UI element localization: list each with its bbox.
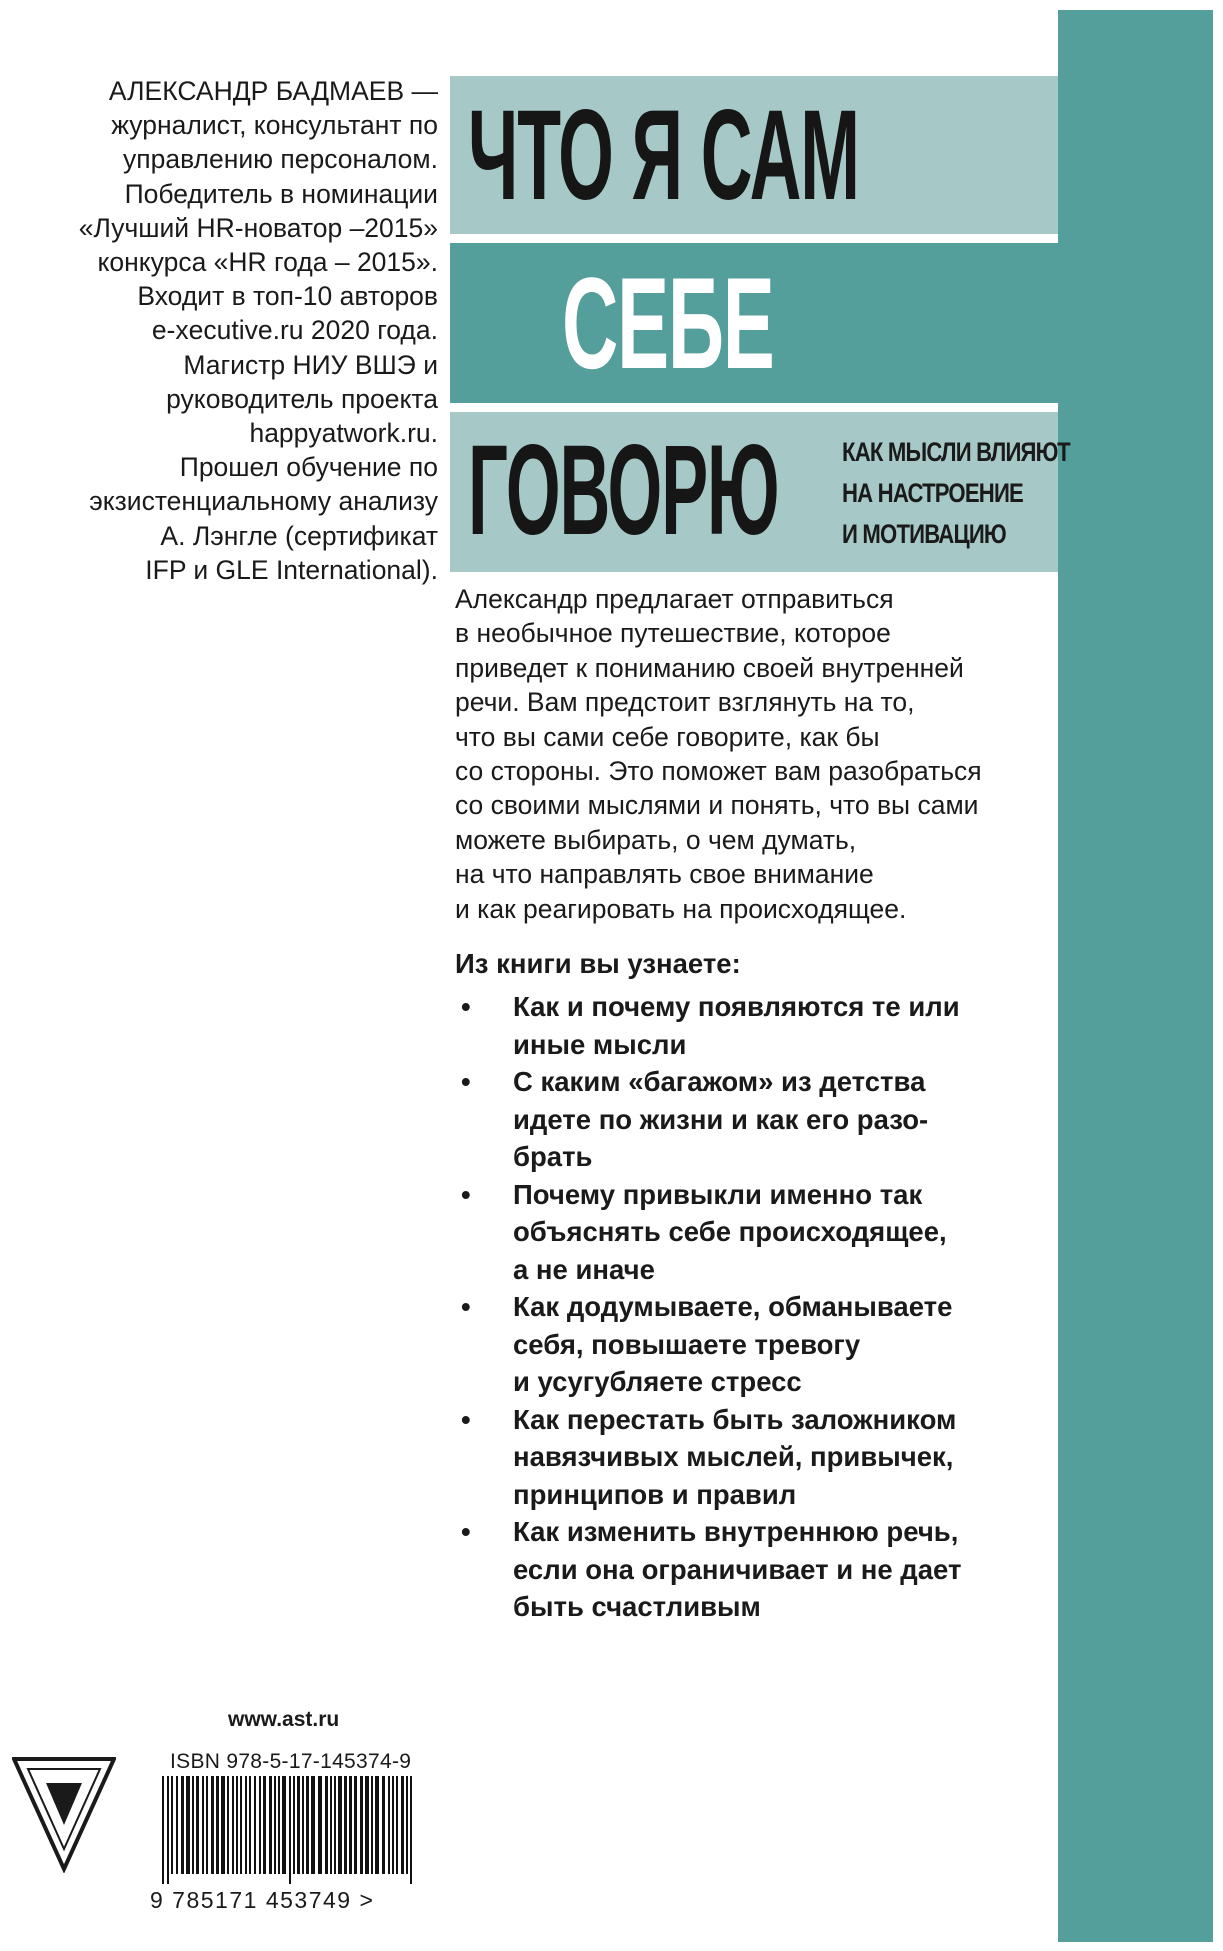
barcode-bar <box>330 1776 332 1874</box>
bullet-icon: • <box>461 1403 471 1435</box>
barcode <box>160 1776 418 1884</box>
barcode-bar <box>263 1776 266 1874</box>
barcode-bar <box>360 1776 363 1874</box>
list-item <box>455 1513 1015 1626</box>
barcode-bar <box>392 1776 394 1874</box>
barcode-bar <box>282 1776 286 1874</box>
bio-line: IFP и GLE International). <box>145 554 438 585</box>
barcode-bar <box>176 1776 178 1874</box>
barcode-bar <box>240 1776 242 1874</box>
list-item-line: С каким «багажом» из детства <box>513 1066 926 1097</box>
learn-list <box>455 988 1015 1626</box>
barcode-bar <box>354 1776 357 1874</box>
barcode-bar <box>325 1776 328 1874</box>
bullet-icon: • <box>461 1066 471 1097</box>
barcode-bar <box>410 1776 412 1884</box>
list-item <box>455 1063 1015 1176</box>
list-item <box>455 1176 1015 1289</box>
ean-digits: 9 785171 453749 > <box>150 1887 375 1913</box>
list-item-line: Как изменить внутреннюю речь, <box>513 1516 959 1547</box>
bullet-icon: • <box>461 1178 471 1210</box>
list-item-line: себя, повышаете тревогу <box>513 1328 861 1360</box>
list-item-line: Как перестать быть заложником <box>513 1403 957 1435</box>
barcode-bar <box>216 1776 219 1874</box>
barcode-bar <box>338 1776 342 1874</box>
bio-line: АЛЕКСАНДР БАДМАЕВ — <box>108 76 438 106</box>
bio-line: руководитель проекта <box>166 383 438 414</box>
subtitle-line: НА НАСТРОЕНИЕ <box>842 478 1023 508</box>
description-line: со стороны. Это поможет вам разобраться <box>455 756 982 787</box>
barcode-bar <box>388 1776 390 1874</box>
barcode-bar <box>293 1776 295 1874</box>
barcode-bar <box>171 1776 173 1874</box>
barcode-bar <box>236 1776 238 1874</box>
list-item-line: а не иначе <box>513 1253 655 1285</box>
teal-side-strip <box>1058 10 1213 1942</box>
barcode-bar <box>371 1776 373 1874</box>
barcode-bar <box>167 1776 169 1884</box>
barcode-bar <box>334 1776 336 1874</box>
author-bio <box>30 74 438 587</box>
description-line: приведет к пониманию своей внутренней <box>455 652 964 683</box>
title-line-3: ГОВОРЮ <box>468 419 779 562</box>
barcode-bar <box>278 1776 280 1874</box>
barcode-bar <box>318 1776 322 1874</box>
barcode-bar <box>274 1776 276 1874</box>
list-item-line: и усугубляете стресс <box>513 1366 802 1397</box>
learn-heading: Из книги вы узнаете: <box>455 948 741 979</box>
bio-line: конкурса «HR года – 2015». <box>97 247 438 278</box>
barcode-bar <box>375 1776 379 1874</box>
description-line: можете выбирать, о чем думать, <box>455 824 857 855</box>
bio-line: Прошел обучение по <box>179 452 438 483</box>
barcode-bar <box>297 1776 300 1874</box>
list-item <box>455 1288 1015 1401</box>
barcode-bar <box>202 1776 204 1874</box>
list-item-line: если она ограничивает и не дает <box>513 1553 962 1585</box>
description-line: речи. Вам предстоит взглянуть на то, <box>455 687 915 718</box>
barcode-bar <box>192 1776 194 1874</box>
barcode-bar <box>344 1776 347 1874</box>
bio-line: управлению персоналом. <box>123 144 438 175</box>
barcode-bar <box>249 1776 251 1874</box>
isbn-text: ISBN 978-5-17-145374-9 <box>170 1750 412 1773</box>
description-line: в необычное путешествие, которое <box>455 618 891 649</box>
list-item-line: идете по жизни и как его разо- <box>513 1103 929 1135</box>
description-line: что вы сами себе говорите, как бы <box>455 721 880 752</box>
bullet-icon: • <box>461 1516 471 1547</box>
bio-line: Победитель в номинации <box>124 178 438 209</box>
barcode-bar <box>221 1776 225 1874</box>
bio-line: экзистенциальному анализу <box>89 486 438 517</box>
list-item <box>455 1401 1015 1514</box>
subtitle-line: И МОТИВАЦИЮ <box>842 519 1006 549</box>
list-item-line: объяснять себе происходящее, <box>513 1216 947 1247</box>
barcode-bar <box>306 1776 309 1874</box>
barcode-bar <box>211 1776 214 1874</box>
description-line: Александр предлагает отправиться <box>455 584 894 614</box>
bio-line: happyatwork.ru. <box>249 418 438 449</box>
title-line-2: СЕБЕ <box>562 250 774 396</box>
barcode-bar <box>302 1776 304 1874</box>
bio-line: Магистр НИУ ВШЭ и <box>183 349 438 380</box>
barcode-bar <box>196 1776 199 1874</box>
list-item-line: Почему привыкли именно так <box>513 1178 923 1210</box>
list-item-line: принципов и правил <box>513 1478 797 1510</box>
barcode-bar <box>349 1776 352 1874</box>
barcode-bar <box>254 1776 256 1874</box>
barcode-bar <box>289 1776 291 1884</box>
barcode-bar <box>396 1776 398 1874</box>
bio-line: e-xecutive.ru 2020 года. <box>151 315 438 346</box>
barcode-bar <box>232 1776 234 1874</box>
barcode-bar <box>269 1776 272 1874</box>
barcode-bar <box>401 1776 404 1874</box>
barcode-bar <box>365 1776 369 1874</box>
description-line: на что направлять свое внимание <box>455 859 874 890</box>
bio-line: журналист, консультант по <box>111 110 438 141</box>
bullet-icon: • <box>461 1291 471 1322</box>
title-line-1: ЧТО Я САМ <box>468 84 859 227</box>
list-item-line: брать <box>513 1141 593 1172</box>
barcode-bar <box>206 1776 208 1874</box>
bio-line: А. Лэнгле (сертификат <box>160 520 438 551</box>
book-subtitle <box>842 432 1070 555</box>
list-item <box>455 988 1015 1063</box>
publisher-website: www.ast.ru <box>228 1708 340 1731</box>
barcode-bar <box>181 1776 184 1874</box>
list-item-line: Как додумываете, обманываете <box>513 1291 953 1322</box>
bio-line: «Лучший HR-новатор –2015» <box>78 212 438 243</box>
barcode-bar <box>162 1776 164 1884</box>
bullet-icon: • <box>461 991 471 1022</box>
list-item-line: навязчивых мыслей, привычек, <box>513 1441 954 1472</box>
barcode-bar <box>382 1776 385 1874</box>
list-item-line: Как и почему появляются те или <box>513 991 960 1022</box>
list-item-line: иные мысли <box>513 1028 687 1060</box>
barcode-bar <box>186 1776 190 1874</box>
book-description <box>455 582 1055 926</box>
barcode-bar <box>227 1776 229 1874</box>
barcode-bar <box>406 1776 408 1874</box>
barcode-bar <box>311 1776 315 1874</box>
subtitle-line: КАК МЫСЛИ ВЛИЯЮТ <box>842 437 1070 467</box>
barcode-bar <box>259 1776 261 1874</box>
description-line: со своими мыслями и понять, что вы сами <box>455 790 979 821</box>
bio-line: Входит в топ-10 авторов <box>137 281 438 312</box>
barcode-bar <box>245 1776 247 1874</box>
list-item-line: быть счастливым <box>513 1591 761 1622</box>
description-line: и как реагировать на происходящее. <box>455 893 907 924</box>
publisher-v-logo-icon <box>12 1753 116 1873</box>
